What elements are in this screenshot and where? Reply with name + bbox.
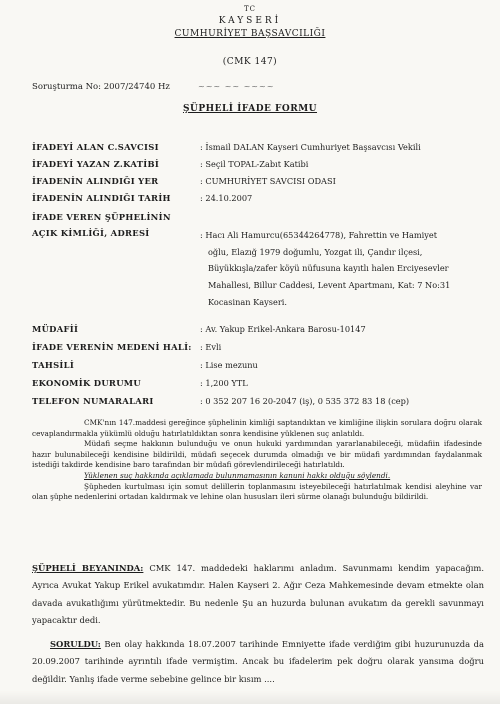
identity-line: Mahallesi, Billur Caddesi, Levent Apartmanı, Kat: 7 No:31 (208, 280, 451, 291)
field-label: İFADENİN ALINDIĞI YER (32, 176, 159, 186)
sorusturma-no: Soruşturma No: 2007/24740 Hz (32, 82, 170, 92)
header-bassavcilik: CUMHURİYET BAŞSAVCILIĞI (174, 29, 326, 39)
statement-label: ŞÜPHELİ BEYANINDA: (32, 563, 144, 573)
identity-label-1: İFADE VEREN ŞÜPHELİNİN (32, 212, 171, 222)
field-value: : 24.10.2007 (200, 193, 253, 203)
info-para-2: Müdafi seçme hakkının bulunduğu ve onun hukuki yardımından yararlanabileceği, müdafiin ifadesinde hazır bulunabileceği kendisine bildirildi, müdafi seçecek durumda olmadığı ve bir müdafi yardımından faydalanmak istediği takdirde kendisine baro tarafından bir müdafi görevlendirileceği hatırlatıldı. (32, 439, 482, 470)
field-value: : İsmail DALAN Kayseri Cumhuriyet Başsavcısı Vekili (200, 142, 421, 152)
statement-text: CMK 147. maddedeki haklarımı anladım. Savunmamı kendim yapacağım. Ayrıca Avukat Yakup Erikel avukatımdır. Halen Kayseri 2. Ağır Ceza Mahkemesinde devam etmekte olan davada avukatlığımı yürütmektedir. Bu nedenle Şu an huzurda bulunan avukatım da gerekli savunmayı yapacaktır dedi. (32, 563, 485, 625)
info-paragraphs (32, 418, 482, 503)
field-label: TAHSİLİ (32, 360, 75, 370)
field-value: : Seçil TOPAL-Zabıt Katibi (200, 159, 309, 169)
field-label: İFADEYİ YAZAN Z.KATİBİ (32, 159, 160, 169)
info-para-1: CMK'nın 147.maddesi gereğince şüphelinin kimliği saptandıktan ve kimliğine ilişkin sorulara doğru olarak cevaplandırmakla yükümlü olduğu hatırlatıldıktan sonra kendisine yüklenen suç anlatıldı. (32, 418, 482, 438)
field-label: MÜDAFİİ (32, 324, 79, 334)
field-label: İFADE VERENİN MEDENİ HALİ: (32, 342, 192, 352)
field-label: EKONOMİK DURUMU (32, 378, 141, 388)
header-kayseri: KAYSERİ (218, 16, 282, 26)
field-label: TELEFON NUMARALARI (32, 396, 154, 406)
field-label: İFADENİN ALINDIĞI TARİH (32, 193, 171, 203)
question-block (32, 636, 484, 688)
suspect-statement (32, 560, 484, 629)
info-para-3: Yüklenen suç hakkında açıklamada bulunmamasının kanuni hakkı olduğu söylendi. (84, 470, 391, 480)
identity-line: : Hacı Ali Hamurcu(65344264778), Fahrettin ve Hamiyet (200, 230, 438, 240)
field-value: : Evli (200, 342, 222, 352)
field-value: : 0 352 207 16 20-2047 (iş), 0 535 372 83 18 (cep) (200, 396, 410, 406)
field-value: : CUMHURİYET SAVCISI ODASI (200, 176, 336, 186)
question-label: SORULDU: (50, 639, 101, 649)
info-para-4: Şüpheden kurtulması için somut delillerin toplanmasını isteyebileceği hatırlatılmak kendisi aleyhine var olan şüphe nedenlerini ortadan kaldırmak ve lehine olan hususları ileri sürme olanağı bulunduğu bildirildi. (32, 481, 482, 502)
identity-value (200, 227, 482, 311)
field-label: İFADEYİ ALAN C.SAVCISI (32, 142, 159, 152)
field-value: : Lise mezunu (200, 360, 258, 370)
identity-line: Büyükkışla/zafer köyü nüfusuna kayıtlı halen Erciyesevler (208, 263, 449, 274)
field-value: : Av. Yakup Erikel-Ankara Barosu-10147 (200, 324, 366, 334)
field-value: : 1,200 YTL (200, 378, 248, 388)
identity-line: oğlu, Elazığ 1979 doğumlu, Yozgat ili, Çandır ilçesi, (208, 246, 423, 257)
question-text: Ben olay hakkında 18.07.2007 tarihinde Emniyette ifade verdiğim gibi huzurunuzda da 20.09.2007 tarihinde ayrıntılı ifade vermiştim. Ancak bu ifadelerim pek doğru olarak yansıma doğru değildir. Yanlış ifade verme sebebine gelince bir kısım .... (32, 639, 484, 684)
identity-label-2: AÇIK KİMLİĞİ, ADRESİ (32, 228, 150, 238)
header-tc: TC (243, 5, 257, 13)
header-cmk: (CMK 147) (222, 57, 278, 67)
handwritten-scribble: ~~~ ~~ ~~~~ (198, 82, 275, 91)
scan-shadow (0, 690, 500, 704)
form-title: ŞÜPHELİ İFADE FORMU (182, 104, 318, 114)
identity-line: Kocasinan Kayseri. (208, 296, 287, 307)
